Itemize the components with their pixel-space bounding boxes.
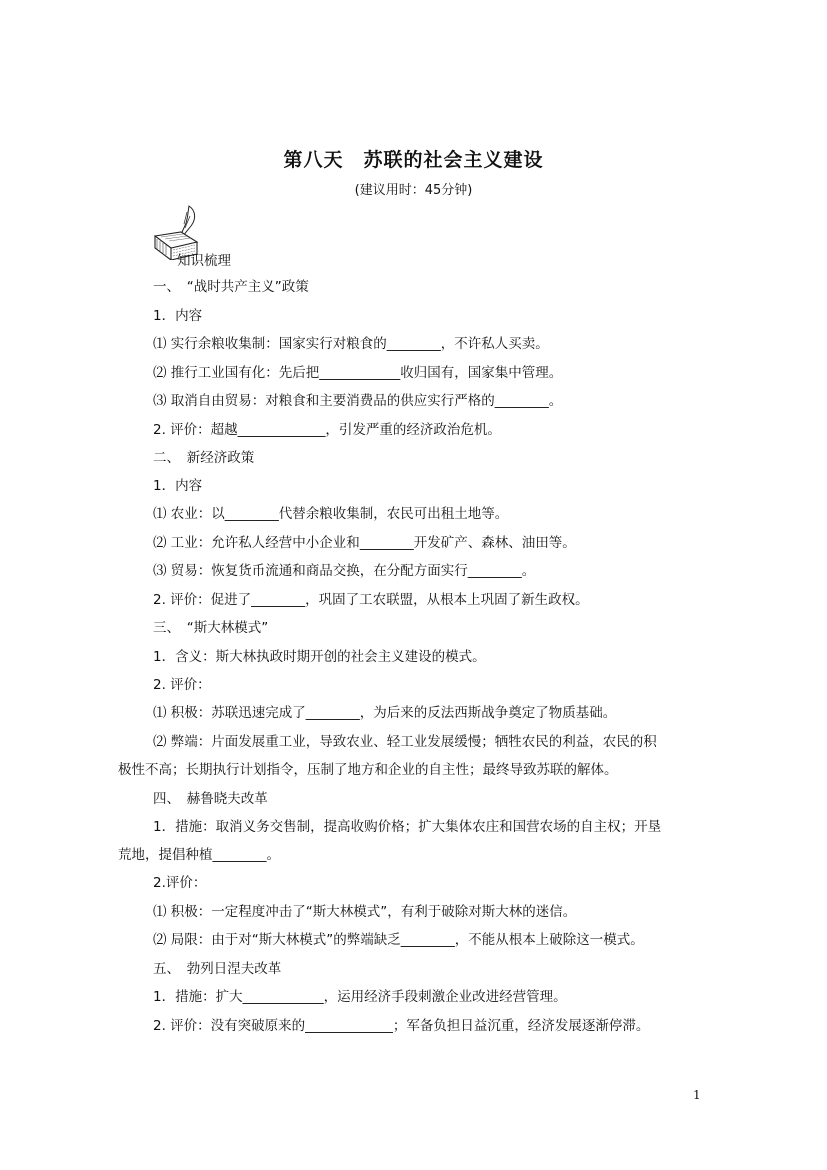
text-line: ⑶ 取消自由贸易：对粮食和主要消费品的供应实行严格的________。 — [153, 393, 563, 409]
page-number: 1 — [693, 1088, 701, 1102]
text-line: 1．措施：取消义务交售制，提高收购价格；扩大集体农庄和国营农场的自主权；开垦 — [153, 819, 662, 835]
text-line: ⑵ 推行工业国有化：先后把____________收归国有，国家集中管理。 — [153, 365, 563, 381]
text-line: 1．措施：扩大____________，运用经济手段刺激企业改进经营管理。 — [153, 989, 567, 1005]
section-heading: 知识梳理 — [177, 253, 231, 269]
text-line: ⑵ 弊端：片面发展重工业，导致农业、轻工业发展缓慢；牺牲农民的利益，农民的积 — [153, 734, 657, 750]
text-line: 1．内容 — [153, 308, 203, 324]
text-line: 2. 评价： — [153, 677, 211, 693]
text-line: 一、 “战时共产主义”政策 — [153, 279, 309, 295]
page-title: 第八天 苏联的社会主义建设 — [283, 149, 544, 171]
text-line: ⑴ 农业：以________代替余粮收集制，农民可出租土地等。 — [153, 506, 509, 522]
text-line: 荒地，提倡种植________。 — [118, 847, 280, 863]
text-line: 1．含义：斯大林执政时期开创的社会主义建设的模式。 — [153, 649, 486, 665]
text-line: 二、 新经济政策 — [153, 450, 255, 466]
text-line: 1．内容 — [153, 478, 203, 494]
text-line: 2. 评价：促进了________，巩固了工农联盟，从根本上巩固了新生政权。 — [153, 592, 589, 608]
text-line: 2. 评价：没有突破原来的_____________；军备负担日益沉重，经济发展逐渐停滞。 — [153, 1018, 650, 1034]
text-line: ⑵ 工业：允许私人经营中小企业和________开发矿产、森林、油田等。 — [153, 535, 576, 551]
text-line: ⑴ 积极：一定程度冲击了“斯大林模式”，有利于破除对斯大林的迷信。 — [153, 904, 577, 920]
page-subtitle: (建议用时：45分钟) — [354, 183, 473, 198]
text-line: ⑴ 实行余粮收集制：国家实行对粮食的________，不许私人买卖。 — [153, 336, 549, 352]
text-line: 三、 “斯大林模式” — [153, 620, 269, 636]
text-line: 2.评价： — [153, 875, 207, 891]
text-line: 四、 赫鲁晓夫改革 — [153, 791, 268, 807]
text-line: ⑴ 积极：苏联迅速完成了________，为后来的反法西斯战争奠定了物质基础。 — [153, 705, 617, 721]
text-line: 极性不高；长期执行计划指令，压制了地方和企业的自主性；最终导致苏联的解体。 — [118, 762, 618, 778]
text-line: 2. 评价：超越_____________，引发严重的经济政治危机。 — [153, 422, 501, 438]
text-line: ⑶ 贸易：恢复货币流通和商品交换，在分配方面实行________。 — [153, 563, 536, 579]
text-line: 五、 勃列日涅夫改革 — [153, 961, 282, 977]
text-line: ⑵ 局限：由于对“斯大林模式”的弊端缺乏________，不能从根本上破除这一模式。 — [153, 932, 644, 948]
